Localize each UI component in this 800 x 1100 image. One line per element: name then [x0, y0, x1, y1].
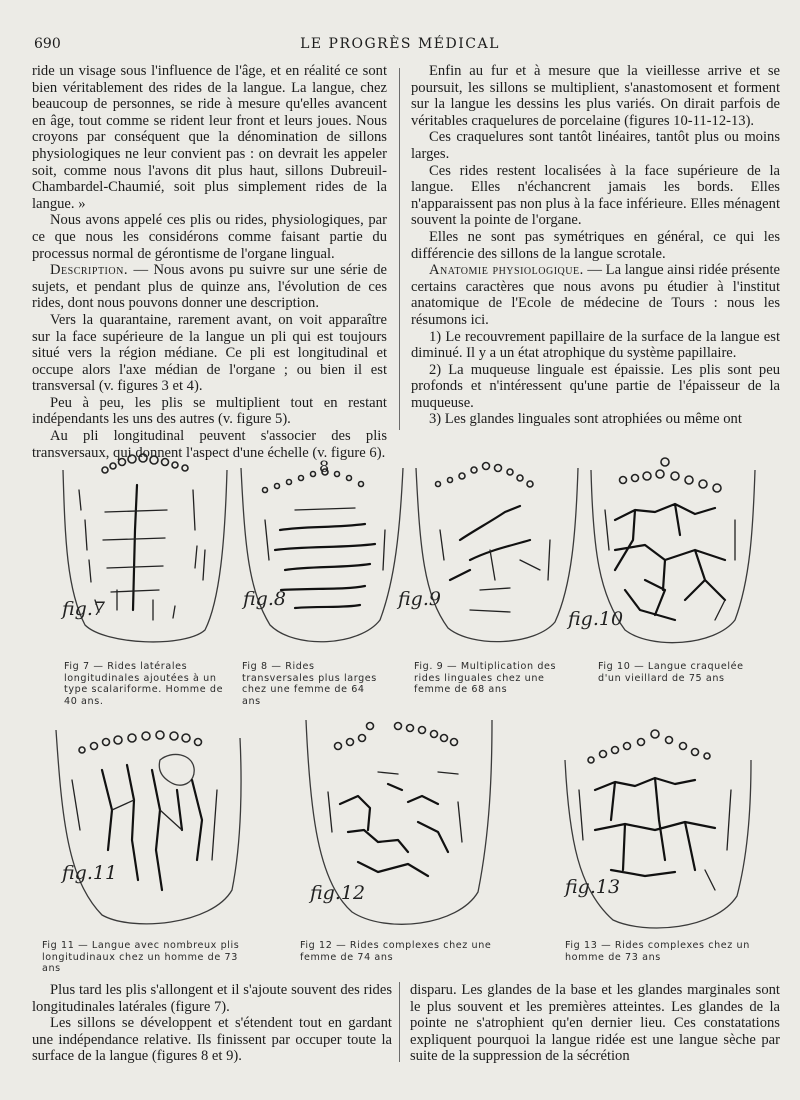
paragraph: 1) Le recouvrement papillaire de la surface de la langue est diminué. Il y a un état atrophique du système papillaire. [411, 328, 780, 362]
figure-10-caption: Fig 10 — Langue craquelée d'un vieillard de 75 ans [598, 661, 744, 684]
paragraph: Elles ne sont pas symétriques en général, ce qui les différencie des sillons de la langue scrotale. [411, 228, 780, 262]
paragraph: Ces craquelures sont tantôt linéaires, tantôt plus ou moins larges. [411, 129, 780, 162]
paragraph: ride un visage sous l'influence de l'âge, et en réalité ce sont bien véritablement des rides de la langue. La langue, chez beaucoup de personnes, se ride à mesure qu'elles avancent en âge, tout comme se rident leur front et leurs joues. Nous croyons par conséquent que la dénomination de sillons physiologiques ne leur convient pas : on devrait les appeler soit, comme nous l'avons dit plus haut, sillons Dubreuil-Chambardel-Chaumié, soit plus simplement rides de la langue. » [32, 63, 387, 212]
tongue-drawing-fig8 [235, 450, 410, 650]
section-heading-description: Description. [50, 262, 128, 279]
column-divider [399, 68, 400, 430]
paragraph-text: — Nous avons pu suivre sur une série de sujets, et pendant plus de quinze ans, l'évolution de ces rides, dont nous pouvons donner une description. [32, 262, 387, 312]
figure-8-label: fig.8 [243, 588, 286, 610]
column-top-right [411, 63, 780, 428]
paragraph: Au pli longitudinal peuvent s'associer des plis transversaux, qui donnent l'aspect d'une échelle (v. figure 6). [32, 428, 387, 461]
column-bottom-right [410, 982, 780, 1065]
tongue-drawing-fig9 [410, 450, 585, 650]
paragraph: 2) La muqueuse linguale est épaissie. Les plis sont peu profonds et n'intéressent qu'une partie de l'épaisseur de la muqueuse. [411, 361, 780, 411]
section-heading-anatomy: Anatomie physiologique. [429, 262, 584, 279]
figure-13-caption: Fig 13 — Rides complexes chez un homme de 73 ans [565, 940, 750, 963]
figure-12-label: fig.12 [310, 882, 366, 904]
figure-7-label: fig.7 [62, 598, 105, 620]
paragraph-text: — La langue ainsi ridée présente certains caractères que nous avons pu étudier à l'institut anatomique de l'Ecole de médecine de Tours : nous les résumons ici. [411, 262, 780, 328]
figure-9-label: fig.9 [398, 588, 441, 610]
paragraph: Plus tard les plis s'allongent et il s'ajoute souvent des rides longitudinales latérales (figure 7). [32, 982, 392, 1015]
figure-8 [235, 450, 410, 650]
figure-13 [555, 720, 760, 935]
figure-11-label: fig.11 [62, 862, 118, 884]
tongue-drawing-fig13 [555, 720, 760, 935]
paragraph: Les sillons se développent et s'étendent tout en gardant une indépendance relative. Ils finissent par occuper toute la surface de la langue (figures 8 et 9). [32, 1015, 392, 1065]
figure-8-caption: Fig 8 — Rides transversales plus larges chez une femme de 64 ans [242, 661, 377, 707]
figure-9-caption: Fig. 9 — Multiplication des rides linguales chez une femme de 68 ans [414, 661, 557, 695]
figure-7-caption: Fig 7 — Rides latérales longitudinales ajoutées à un type scalariforme. Homme de 40 ans. [64, 661, 224, 707]
paragraph: Vers la quarantaine, rarement avant, on voit apparaître sur la face supérieure de la langue un pli qui est toujours situé vers la région médiane. Ce pli est longitudinal et occupe alors l'axe médian de l'organe ; ou bien il est transversal (v. figures 3 et 4). [32, 311, 387, 395]
column-bottom-left [32, 982, 392, 1065]
figure-13-label: fig.13 [565, 876, 621, 898]
tongue-drawing-fig7 [55, 450, 240, 650]
figure-11 [42, 720, 252, 930]
paragraph-anatomy [411, 262, 780, 328]
column-divider [399, 982, 400, 1062]
figure-9 [410, 450, 585, 650]
paragraph: disparu. Les glandes de la base et les glandes marginales sont le plus souvent et les premières atteintes. Les glandes de la pointe ne s'atrophient qu'en dernier lieu. Ces constatations expliquent pourquoi la langue ridée est une langue sèche par suite de la suppression de la sécrétion [410, 982, 780, 1065]
paragraph: Enfin au fur et à mesure que la vieillesse arrive et se poursuit, les sillons se multiplient, s'anastomosent et forment sur la langue les dessins les plus variés. On dirait parfois de véritables craquelures de porcelaine (figures 10-11-12-13). [411, 63, 780, 129]
figure-7 [55, 450, 240, 650]
tongue-drawing-fig11 [42, 720, 252, 930]
svg-text:8: 8 [319, 457, 330, 476]
figure-11-caption: Fig 11 — Langue avec nombreux plis longitudinaux chez un homme de 73 ans [42, 940, 240, 974]
figure-10-label: fig.10 [568, 608, 624, 630]
page-number: 690 [34, 36, 61, 52]
paragraph: Peu à peu, les plis se multiplient tout en restant indépendants les uns des autres (v. figure 5). [32, 394, 387, 428]
paragraph: Ces rides restent localisées à la face supérieure de la langue. Elles n'échancrent jamais les bords. Elles n'apparaissent pas non plus à la face inférieure. Elles ménagent souvent la pointe de l'organe. [411, 162, 780, 229]
figure-12-caption: Fig 12 — Rides complexes chez une femme de 74 ans [300, 940, 492, 963]
running-head: LE PROGRÈS MÉDICAL [300, 36, 500, 52]
page-header [30, 36, 770, 56]
paragraph-description [32, 262, 387, 312]
column-top-left [32, 63, 387, 461]
paragraph: Nous avons appelé ces plis ou rides, physiologiques, par ce que nous les considérons comme faisant partie du processus normal de gérontisme de l'organe lingual. [32, 212, 387, 262]
paragraph: 3) Les glandes linguales sont atrophiées ou même ont [429, 411, 742, 428]
